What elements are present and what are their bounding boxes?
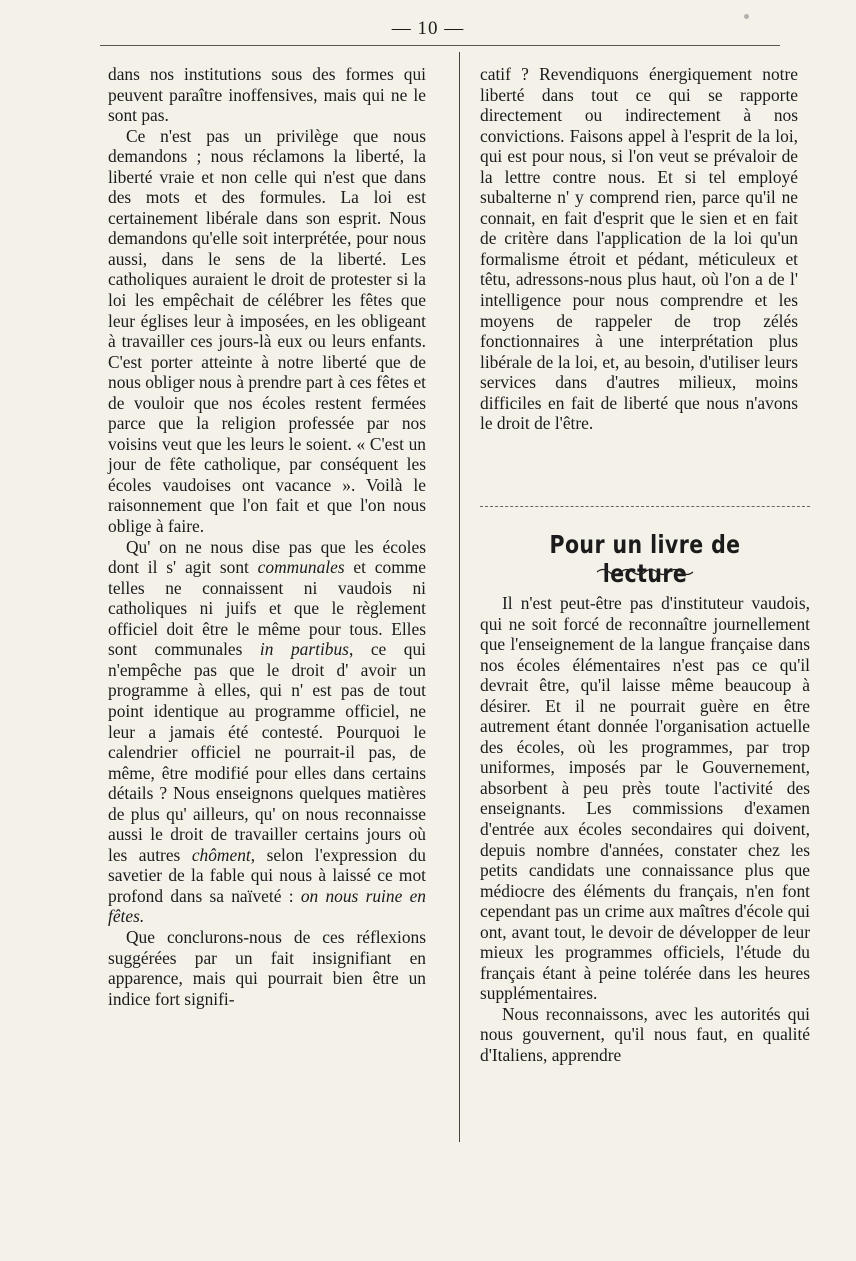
paragraph-communal-schools: Qu' on ne nous dise pas que les écoles dont il s' agit sont communales et comme telles ne connaissent ni vaudois ni catholiques ni juifs et que le règlement officiel doit être le même pour tous. Elles sont communales in partibus, ce qui n'empêche pas que le droit d' avoir un programme à elles, qui n' est pas de tout point identique au programme officiel, ne leur a jamais été contesté. Pourquoi le calendrier officiel ne pourrait-il pas, de même, être modifié pour elles dans certains détails ? Nous enseignons quelques matières de plus qu' ailleurs, qu' on nous reconnaisse aussi le droit de travailler certains jours où les autres chôment, selon l'expression du savetier de la fable qui nous à laissé ce mot profond dans sa naïveté : on nous ruine en fêtes.	[108, 536, 426, 927]
article-paragraph-1: Il n'est peut-être pas d'instituteur vaudois, qui ne soit forcé de reconnaître journellement que l'enseignement de la langue française dans nos écoles élémentaires n'est pas ce qu'il devrait être, qu'il laisse même beaucoup à désirer. Et il ne pourrait guère en être autrement étant donnée l'organisation actuelle des écoles, où les programmes, par trop uniformes, imposés par le Gouvernement, absorbent à peu près toute l'activité des enseignants. Les commissions d'examen d'entrée aux écoles secondaires qui doivent, depuis nombre d'années, constater chez les petits candidats une connaissance plus que médiocre des éléments du français, n'en font cependant pas un crime aux maîtres d'école qui ont, avant tout, le devoir de développer de leur mieux les programmes officiels, l'étude du français étant à peine tolérée dans les heures supplémentaires.	[480, 593, 810, 1004]
emphasis-communales: communales	[257, 557, 345, 578]
article-body	[480, 593, 810, 1066]
column-divider	[459, 52, 460, 1142]
paragraph-liberty: Ce n'est pas un privilège que nous demandons ; nous réclamons la liberté, la liberté vraie et non celle qui n'est que dans des mots et des formules. La loi est certainement libérale dans son esprit. Nous demandons qu'elle soit interprétée, pour nous aussi, dans le sens de la liberté. Les catholiques auraient le droit de protester si la loi les empêchait de célébrer les fêtes que leur églises leur à imposées, en les obligeant à travailler ces jours-là eux ou leurs enfants. C'est porter atteinte à notre liberté que de nous obliger nous à prendre part à ces fêtes et de vouloir que nos écoles restent fermées parce que la religion professée par nos voisins veut que les leurs le soient. « C'est un jour de fête catholique, par conséquent les écoles vaudoises ont vacance ». Voilà le raisonnement que l'on fait et que l'on nous oblige à faire.	[108, 125, 426, 537]
paragraph-conclusion: Que conclurons-nous de ces réflexions suggérées par un fait insignifiant en apparence, mais qui pourrait bien être un indice fort signifi-	[108, 926, 426, 1009]
left-column	[108, 64, 426, 1009]
article-paragraph-2: Nous reconnaissons, avec les autorités qui nous gouvernent, qu'il nous faut, en qualité d'Italiens, apprendre	[480, 1003, 810, 1066]
page-number: — 10 —	[391, 18, 465, 39]
paragraph-continuation-right: catif ? Revendiquons énergiquement notre liberté dans tout ce qui se rapporte directement ou indirectement à nos convictions. Faisons appel à l'esprit de la loi, qui est pour nous, si l'on veut se prévaloir de la lettre contre nous. Et si tel employé subalterne n' y comprend rien, parce qu'il ne connait, en fait d'esprit que le sien et en fait de critère dans l'application de la loi qu'un formalisme étroit et pédant, méticuleux et têtu, adressons-nous plus haut, où l'on a de l' intelligence pour nous comprendre et les moyens de rappeler de trop zélés fonctionnaires à une interprétation plus libérale de la loi, et, au besoin, d'utiliser leurs services dans d'autres milieux, moins difficiles en fait de liberté que nous n'avons le droit de l'être.	[480, 64, 798, 434]
emphasis-chomment: chôment	[191, 844, 251, 865]
emphasis-in-partibus: in partibus	[259, 639, 349, 660]
article-title: Pour un livre de lecture	[549, 530, 741, 588]
emphasis-quote: on nous ruine en fêtes.	[108, 885, 426, 927]
right-column	[480, 64, 798, 434]
section-divider	[480, 506, 810, 507]
title-ornament-icon	[595, 566, 695, 578]
paragraph-continuation: dans nos institutions sous des formes qui peuvent paraître inoffensives, mais qui ne le sont pas.	[108, 64, 426, 126]
header-rule	[100, 45, 780, 46]
